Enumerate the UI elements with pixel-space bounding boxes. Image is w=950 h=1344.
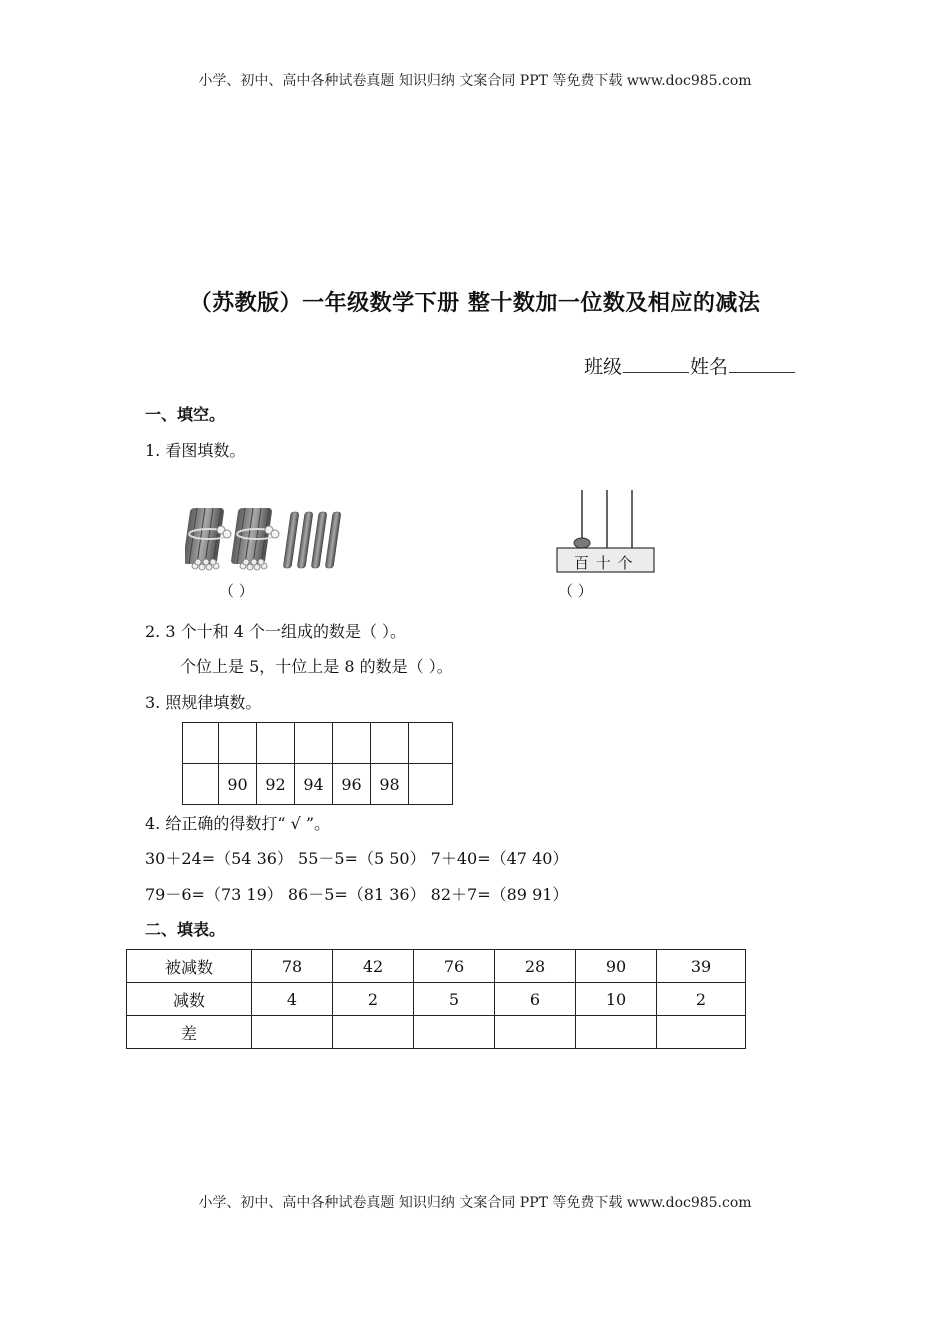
table-cell: 2: [333, 983, 414, 1016]
pattern-cell[interactable]: [219, 723, 257, 764]
table-cell: 5: [414, 983, 495, 1016]
pattern-cell[interactable]: [183, 764, 219, 805]
pattern-cell[interactable]: [409, 723, 453, 764]
page-header: 小学、初中、高中各种试卷真题 知识归纳 文案合同 PPT 等免费下载 www.doc985.com: [198, 73, 752, 89]
subtraction-table: [126, 949, 746, 1049]
class-name-line: [584, 352, 796, 379]
q3-text: 3. 照规律填数。: [145, 693, 262, 712]
abacus-place-labels: 百 十 个: [574, 554, 634, 572]
pattern-cell: 90: [219, 764, 257, 805]
name-label: 姓名: [690, 356, 729, 378]
table-cell: 78: [252, 950, 333, 983]
abacus-answer[interactable]: （ ）: [558, 582, 593, 600]
sticks-answer[interactable]: （ ）: [219, 582, 254, 600]
pattern-row-top: [183, 723, 453, 764]
row-label: 减数: [127, 983, 252, 1016]
section1-heading: 一、填空。: [145, 405, 226, 424]
single-sticks: [283, 512, 341, 568]
pattern-cell[interactable]: [295, 723, 333, 764]
answer-cell[interactable]: [576, 1016, 657, 1049]
table-cell: 42: [333, 950, 414, 983]
table-cell: 90: [576, 950, 657, 983]
pattern-cell: 98: [371, 764, 409, 805]
pattern-cell[interactable]: [333, 723, 371, 764]
pattern-cell[interactable]: [409, 764, 453, 805]
pattern-cell: 92: [257, 764, 295, 805]
pattern-cell: 94: [295, 764, 333, 805]
pattern-cell: 96: [333, 764, 371, 805]
q2-line2: 个位上是 5，十位上是 8 的数是（ ）。: [180, 657, 453, 676]
pattern-row-bottom: [183, 764, 453, 805]
answer-cell[interactable]: [657, 1016, 746, 1049]
row-label: 差: [127, 1016, 252, 1049]
class-label: 班级: [584, 356, 623, 378]
table-cell: 39: [657, 950, 746, 983]
table-row: [127, 950, 746, 983]
answer-cell[interactable]: [252, 1016, 333, 1049]
class-blank[interactable]: [623, 354, 689, 373]
q1-text: 1. 看图填数。: [145, 441, 246, 460]
section2-heading: 二、填表。: [145, 920, 226, 939]
abacus-bead: [574, 538, 590, 548]
q2-line1: 2. 3 个十和 4 个一组成的数是（ ）。: [145, 622, 407, 641]
table-row: [127, 983, 746, 1016]
stick-bundle-1: [185, 508, 231, 570]
pattern-table: [182, 722, 453, 805]
q4-text: 4. 给正确的得数打“ √ ”。: [145, 814, 331, 833]
pattern-cell[interactable]: [257, 723, 295, 764]
answer-cell[interactable]: [414, 1016, 495, 1049]
table-row: [127, 1016, 746, 1049]
answer-cell[interactable]: [495, 1016, 576, 1049]
pattern-cell[interactable]: [371, 723, 409, 764]
pattern-cell[interactable]: [183, 723, 219, 764]
stick-bundle-2: [231, 508, 279, 570]
table-cell: 76: [414, 950, 495, 983]
stick-bundles-image: [185, 498, 355, 574]
row-label: 被减数: [127, 950, 252, 983]
q4-line1: 30＋24=（54 36） 55－5=（5 50） 7＋40=（47 40）: [145, 849, 569, 868]
table-cell: 10: [576, 983, 657, 1016]
name-blank[interactable]: [729, 354, 795, 373]
q4-line2: 79－6=（73 19） 86－5=（81 36） 82＋7=（89 91）: [145, 885, 569, 904]
table-cell: 4: [252, 983, 333, 1016]
page-title: （苏教版）一年级数学下册 整十数加一位数及相应的减法: [189, 290, 761, 316]
table-cell: 6: [495, 983, 576, 1016]
answer-cell[interactable]: [333, 1016, 414, 1049]
table-cell: 2: [657, 983, 746, 1016]
page-footer: 小学、初中、高中各种试卷真题 知识归纳 文案合同 PPT 等免费下载 www.doc985.com: [198, 1195, 752, 1211]
table-cell: 28: [495, 950, 576, 983]
